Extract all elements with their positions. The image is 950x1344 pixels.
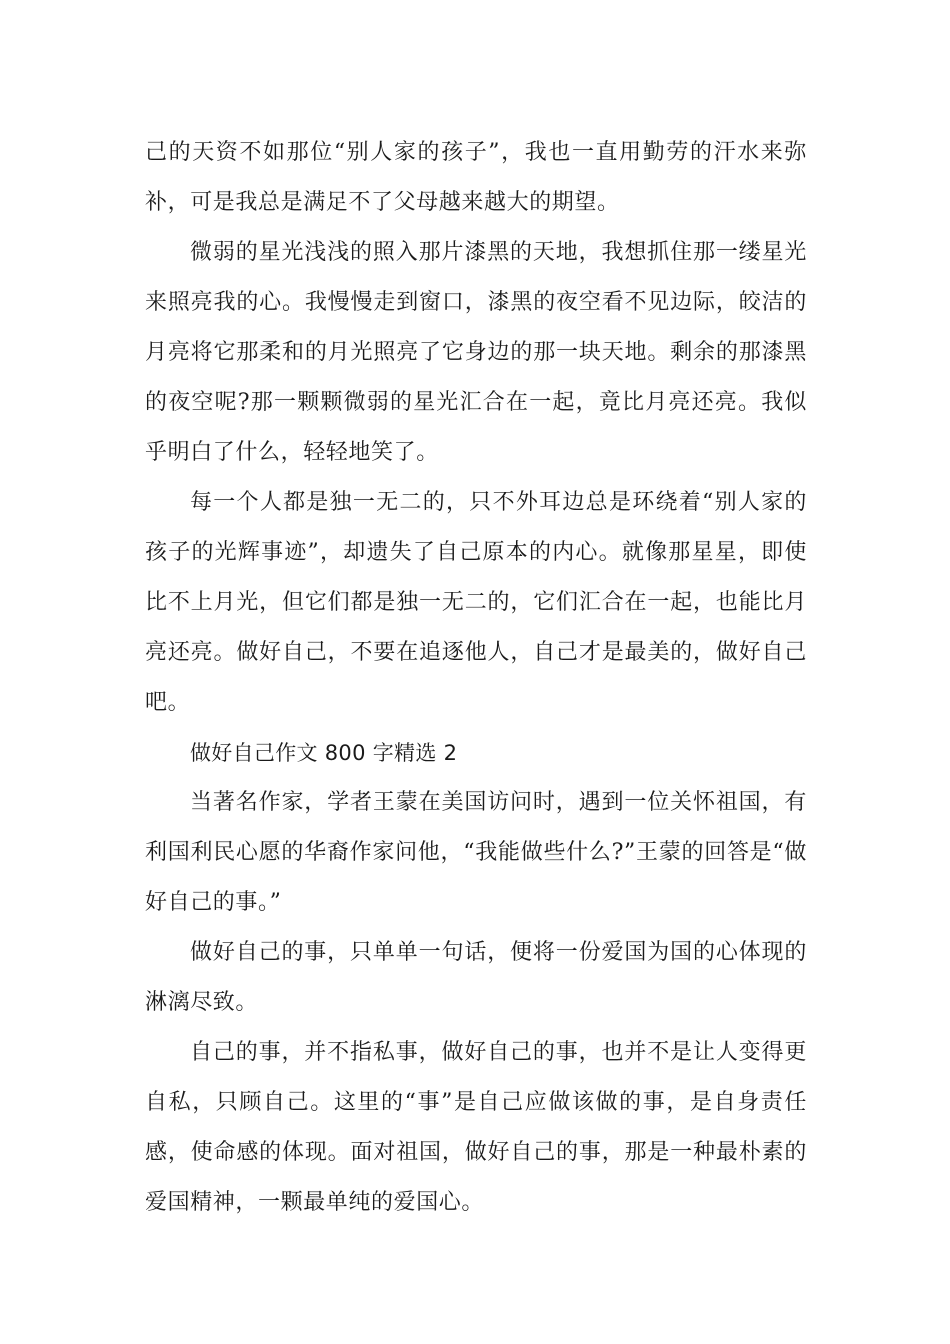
paragraph-unique: 每一个人都是独一无二的，只不外耳边总是环绕着“别人家的孩子的光辉事迹”，却遗失了自己原本的内心。就像那星星，即使比不上月光，但它们都是独一无二的，它们汇合在一起，也能比月亮还亮。做好自己，不要在追逐他人，自己才是最美的，做好自己吧。 [145,490,807,715]
document-body [145,128,807,1228]
paragraph-patriotism: 做好自己的事，只单单一句话，便将一份爱国为国的心体现的淋漓尽致。 [145,940,807,1015]
paragraph-wang-meng: 当著名作家，学者王蒙在美国访问时，遇到一位关怀祖国，有利国利民心愿的华裔作家问他，“我能做些什么?”王蒙的回答是“做好自己的事。” [145,790,807,915]
paragraph-own-affairs: 自己的事，并不指私事，做好自己的事，也并不是让人变得更自私，只顾自己。这里的“事”是自己应做该做的事，是自身责任感，使命感的体现。面对祖国，做好自己的事，那是一种最朴素的爱国精神，一颗最单纯的爱国心。 [145,1040,807,1215]
paragraph-starlight: 微弱的星光浅浅的照入那片漆黑的天地，我想抓住那一缕星光来照亮我的心。我慢慢走到窗口，漆黑的夜空看不见边际，皎洁的月亮将它那柔和的月光照亮了它身边的那一块天地。剩余的那漆黑的夜空呢?那一颗颗微弱的星光汇合在一起，竟比月亮还亮。我似乎明白了什么，轻轻地笑了。 [145,240,807,465]
section-heading: 做好自己作文 800 字精选 2 [190,741,458,765]
paragraph-continued: 己的天资不如那位“别人家的孩子”，我也一直用勤劳的汗水来弥补，可是我总是满足不了父母越来越大的期望。 [145,140,807,215]
